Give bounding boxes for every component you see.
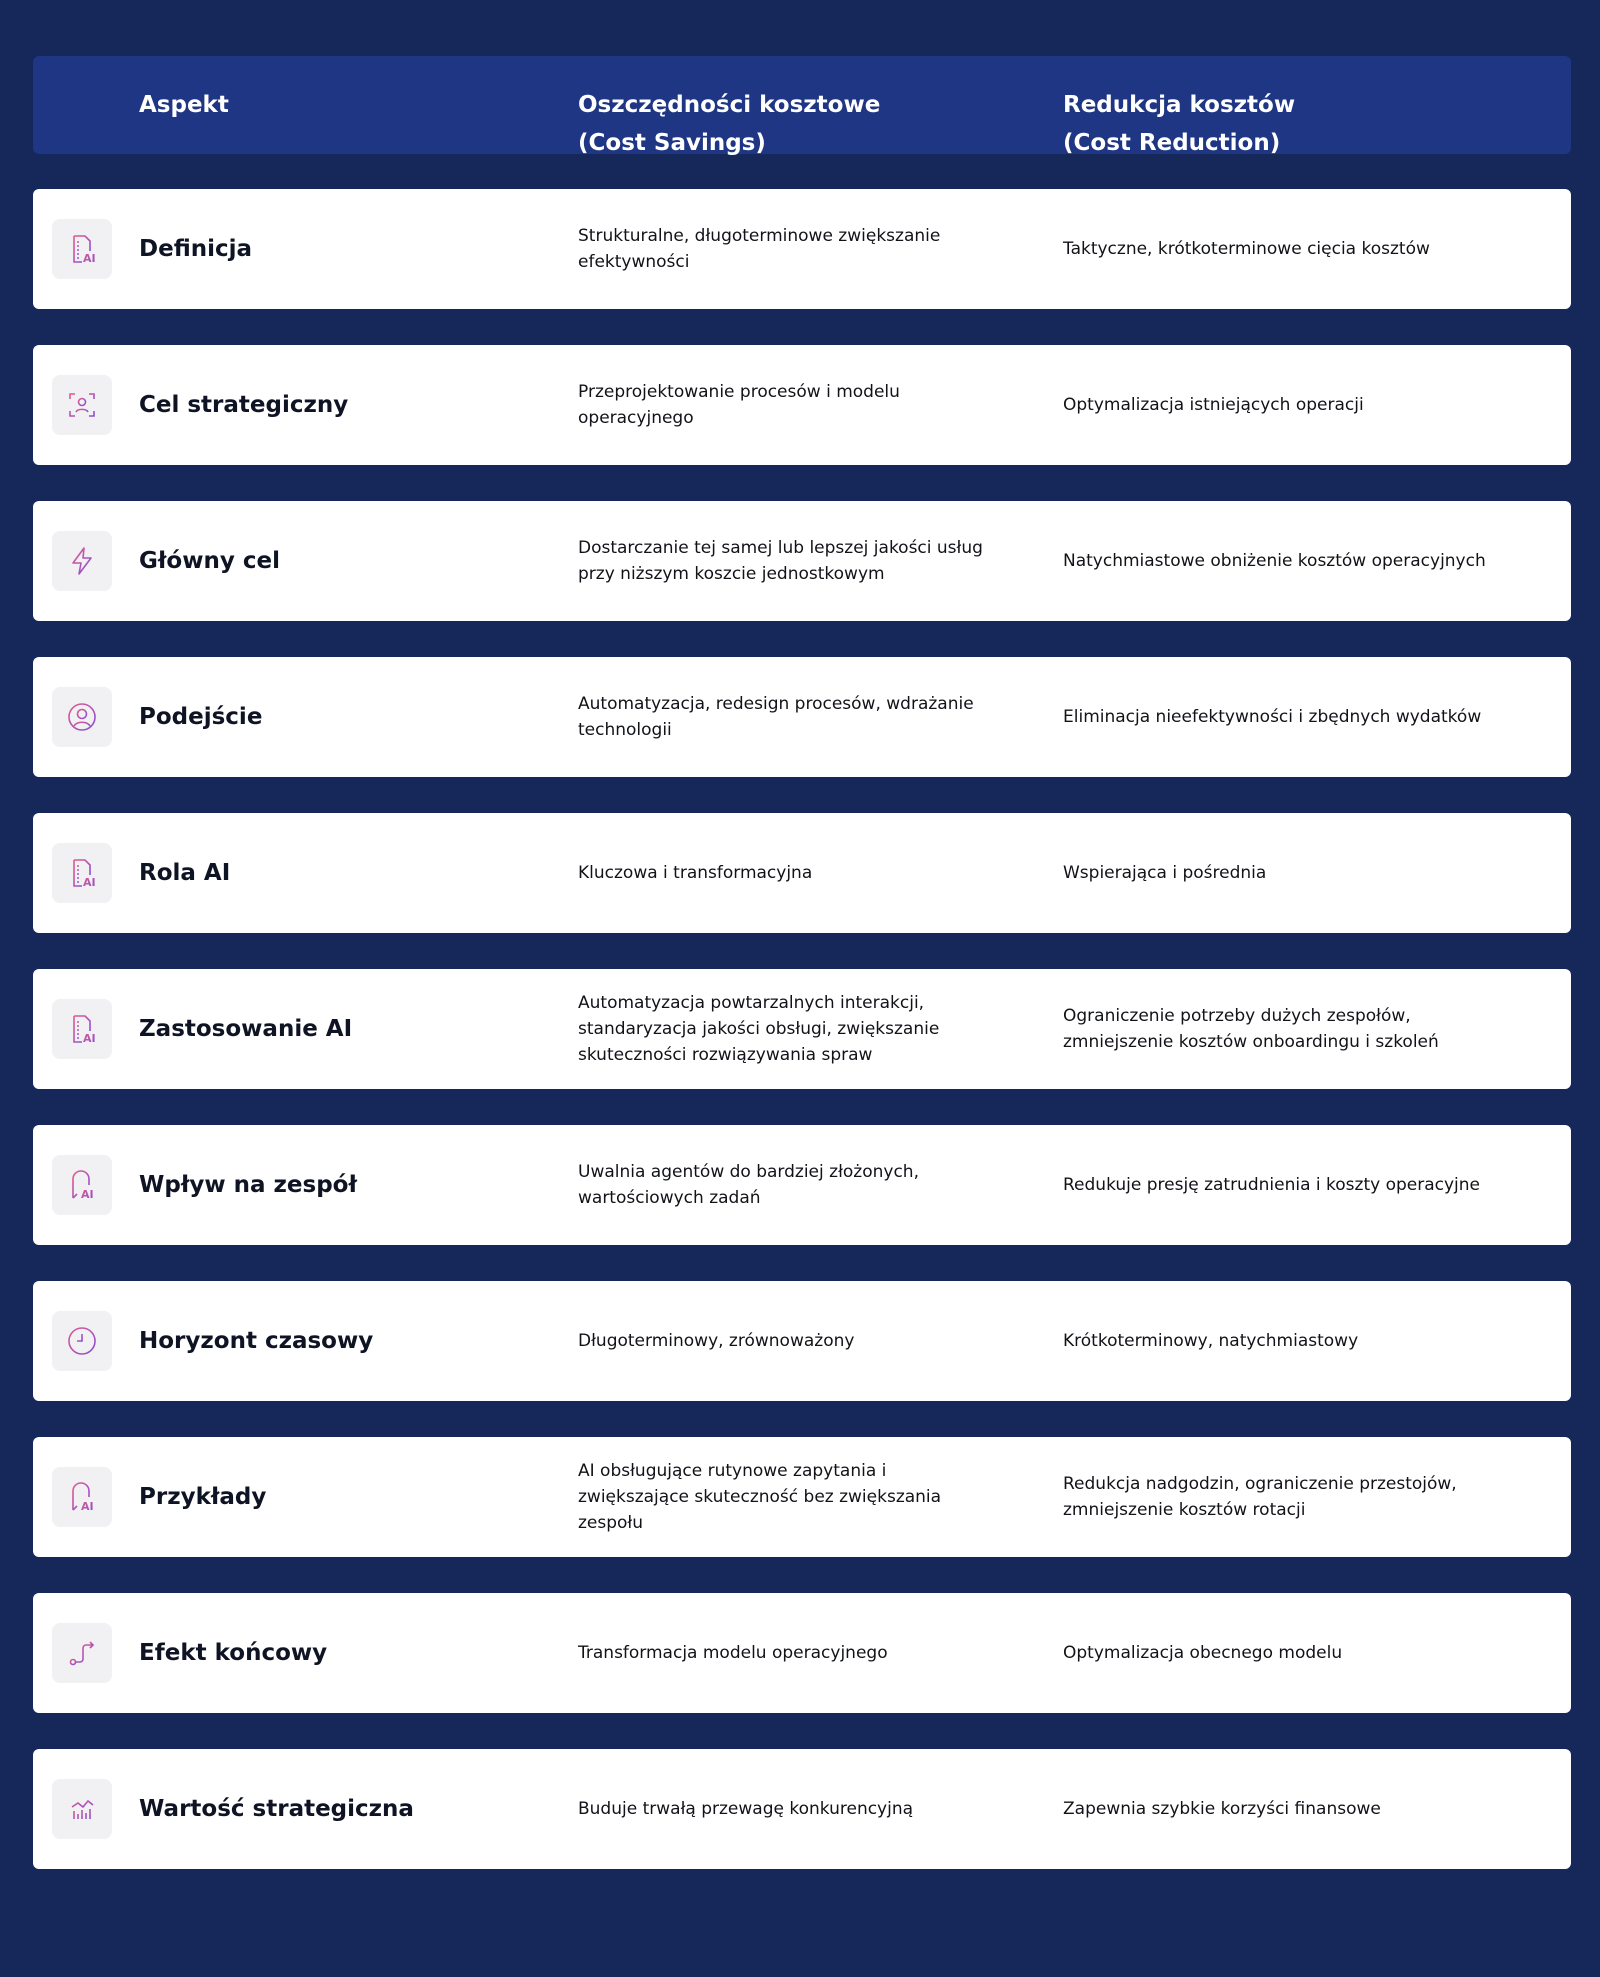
table-row bbox=[33, 345, 1571, 465]
row-aspect: Rola AI bbox=[139, 860, 231, 886]
cell-cost-reduction: Zapewnia szybkie korzyści finansowe bbox=[1063, 1799, 1381, 1819]
cell-cost-savings: Automatyzacja, redesign procesów, wdrażanie technologii bbox=[578, 694, 974, 740]
ai-agent-icon-graphic bbox=[66, 1481, 98, 1513]
svg-text:AI: AI bbox=[83, 1032, 96, 1045]
route-icon-graphic bbox=[66, 1637, 98, 1669]
cell-cost-savings: Przeprojektowanie procesów i modelu operacyjnego bbox=[578, 382, 900, 428]
ai-document-icon-graphic bbox=[66, 233, 98, 265]
cell-cost-savings: Kluczowa i transformacyjna bbox=[578, 863, 813, 883]
cell-cost-reduction: Ograniczenie potrzeby dużych zespołów, zmniejszenie kosztów onboardingu i szkoleń bbox=[1063, 1006, 1439, 1052]
row-aspect: Główny cel bbox=[139, 548, 280, 574]
cell-cost-savings: Dostarczanie tej samej lub lepszej jakości usług przy niższym koszcie jednostkowym bbox=[578, 538, 983, 584]
cell-cost-reduction: Eliminacja nieefektywności i zbędnych wydatków bbox=[1063, 707, 1482, 727]
row-aspect: Zastosowanie AI bbox=[139, 1016, 353, 1042]
cell-cost-savings: Strukturalne, długoterminowe zwiększanie efektywności bbox=[578, 226, 941, 272]
svg-text:AI: AI bbox=[83, 252, 96, 265]
table-row bbox=[33, 1749, 1571, 1869]
cell-cost-savings: Buduje trwałą przewagę konkurencyjną bbox=[578, 1799, 914, 1819]
lightning-icon-graphic bbox=[66, 545, 98, 577]
ai-agent-icon-graphic bbox=[66, 1169, 98, 1201]
row-aspect: Wpływ na zespół bbox=[139, 1172, 357, 1198]
table-row bbox=[33, 1593, 1571, 1713]
table-row bbox=[33, 657, 1571, 777]
cell-cost-savings: Automatyzacja powtarzalnych interakcji, standaryzacja jakości obsługi, zwiększanie skuteczności rozwiązywania spraw bbox=[578, 993, 940, 1065]
row-aspect: Wartość strategiczna bbox=[139, 1796, 414, 1822]
row-aspect: Cel strategiczny bbox=[139, 392, 349, 418]
ai-document-icon-graphic bbox=[66, 1013, 98, 1045]
table-row bbox=[33, 189, 1571, 309]
table-row bbox=[33, 1125, 1571, 1245]
cell-cost-reduction: Redukcja nadgodzin, ograniczenie przestojów, zmniejszenie kosztów rotacji bbox=[1063, 1474, 1457, 1520]
route-icon bbox=[52, 1623, 112, 1683]
header-cost-reduction: Redukcja kosztów (Cost Reduction) bbox=[1063, 92, 1296, 156]
svg-text:AI: AI bbox=[81, 1188, 94, 1201]
row-aspect: Podejście bbox=[139, 704, 263, 730]
cell-cost-savings: Długoterminowy, zrównoważony bbox=[578, 1331, 855, 1351]
table-row bbox=[33, 1281, 1571, 1401]
clock-icon-graphic bbox=[66, 1325, 98, 1357]
face-scan-icon bbox=[52, 375, 112, 435]
table-row bbox=[33, 501, 1571, 621]
clock-icon bbox=[52, 1311, 112, 1371]
cell-cost-savings: Uwalnia agentów do bardziej złożonych, wartościowych zadań bbox=[578, 1162, 919, 1208]
cell-cost-savings: AI obsługujące rutynowe zapytania i zwiększające skuteczność bez zwiększania zespołu bbox=[578, 1461, 942, 1533]
table-row bbox=[33, 813, 1571, 933]
cell-cost-reduction: Redukuje presję zatrudnienia i koszty operacyjne bbox=[1063, 1175, 1480, 1195]
cell-cost-reduction: Natychmiastowe obniżenie kosztów operacyjnych bbox=[1063, 551, 1486, 571]
face-scan-icon-graphic bbox=[66, 389, 98, 421]
lightning-icon bbox=[52, 531, 112, 591]
header-cost-savings: Oszczędności kosztowe (Cost Savings) bbox=[578, 92, 881, 156]
table-row bbox=[33, 969, 1571, 1089]
table-row bbox=[33, 1437, 1571, 1557]
row-aspect: Definicja bbox=[139, 236, 253, 262]
ai-document-icon bbox=[52, 999, 112, 1059]
table-header bbox=[33, 56, 1571, 154]
ai-document-icon bbox=[52, 843, 112, 903]
row-aspect: Przykłady bbox=[139, 1484, 267, 1510]
chart-icon-graphic bbox=[66, 1793, 98, 1825]
table-body bbox=[33, 189, 1571, 1869]
row-aspect: Horyzont czasowy bbox=[139, 1328, 374, 1354]
cell-cost-reduction: Taktyczne, krótkoterminowe cięcia kosztów bbox=[1063, 239, 1430, 259]
cell-cost-reduction: Krótkoterminowy, natychmiastowy bbox=[1063, 1331, 1359, 1351]
user-circle-icon-graphic bbox=[66, 701, 98, 733]
cell-cost-reduction: Optymalizacja istniejących operacji bbox=[1063, 395, 1364, 415]
ai-document-icon-graphic bbox=[66, 857, 98, 889]
row-aspect: Efekt końcowy bbox=[139, 1640, 328, 1666]
ai-agent-icon bbox=[52, 1467, 112, 1527]
header-aspect: Aspekt bbox=[139, 92, 229, 118]
ai-agent-icon bbox=[52, 1155, 112, 1215]
cell-cost-savings: Transformacja modelu operacyjnego bbox=[578, 1643, 888, 1663]
cell-cost-reduction: Wspierająca i pośrednia bbox=[1063, 863, 1267, 883]
svg-text:AI: AI bbox=[81, 1500, 94, 1513]
user-circle-icon bbox=[52, 687, 112, 747]
ai-document-icon bbox=[52, 219, 112, 279]
svg-text:AI: AI bbox=[83, 876, 96, 889]
chart-icon bbox=[52, 1779, 112, 1839]
cell-cost-reduction: Optymalizacja obecnego modelu bbox=[1063, 1643, 1343, 1663]
comparison-table bbox=[33, 56, 1571, 1905]
